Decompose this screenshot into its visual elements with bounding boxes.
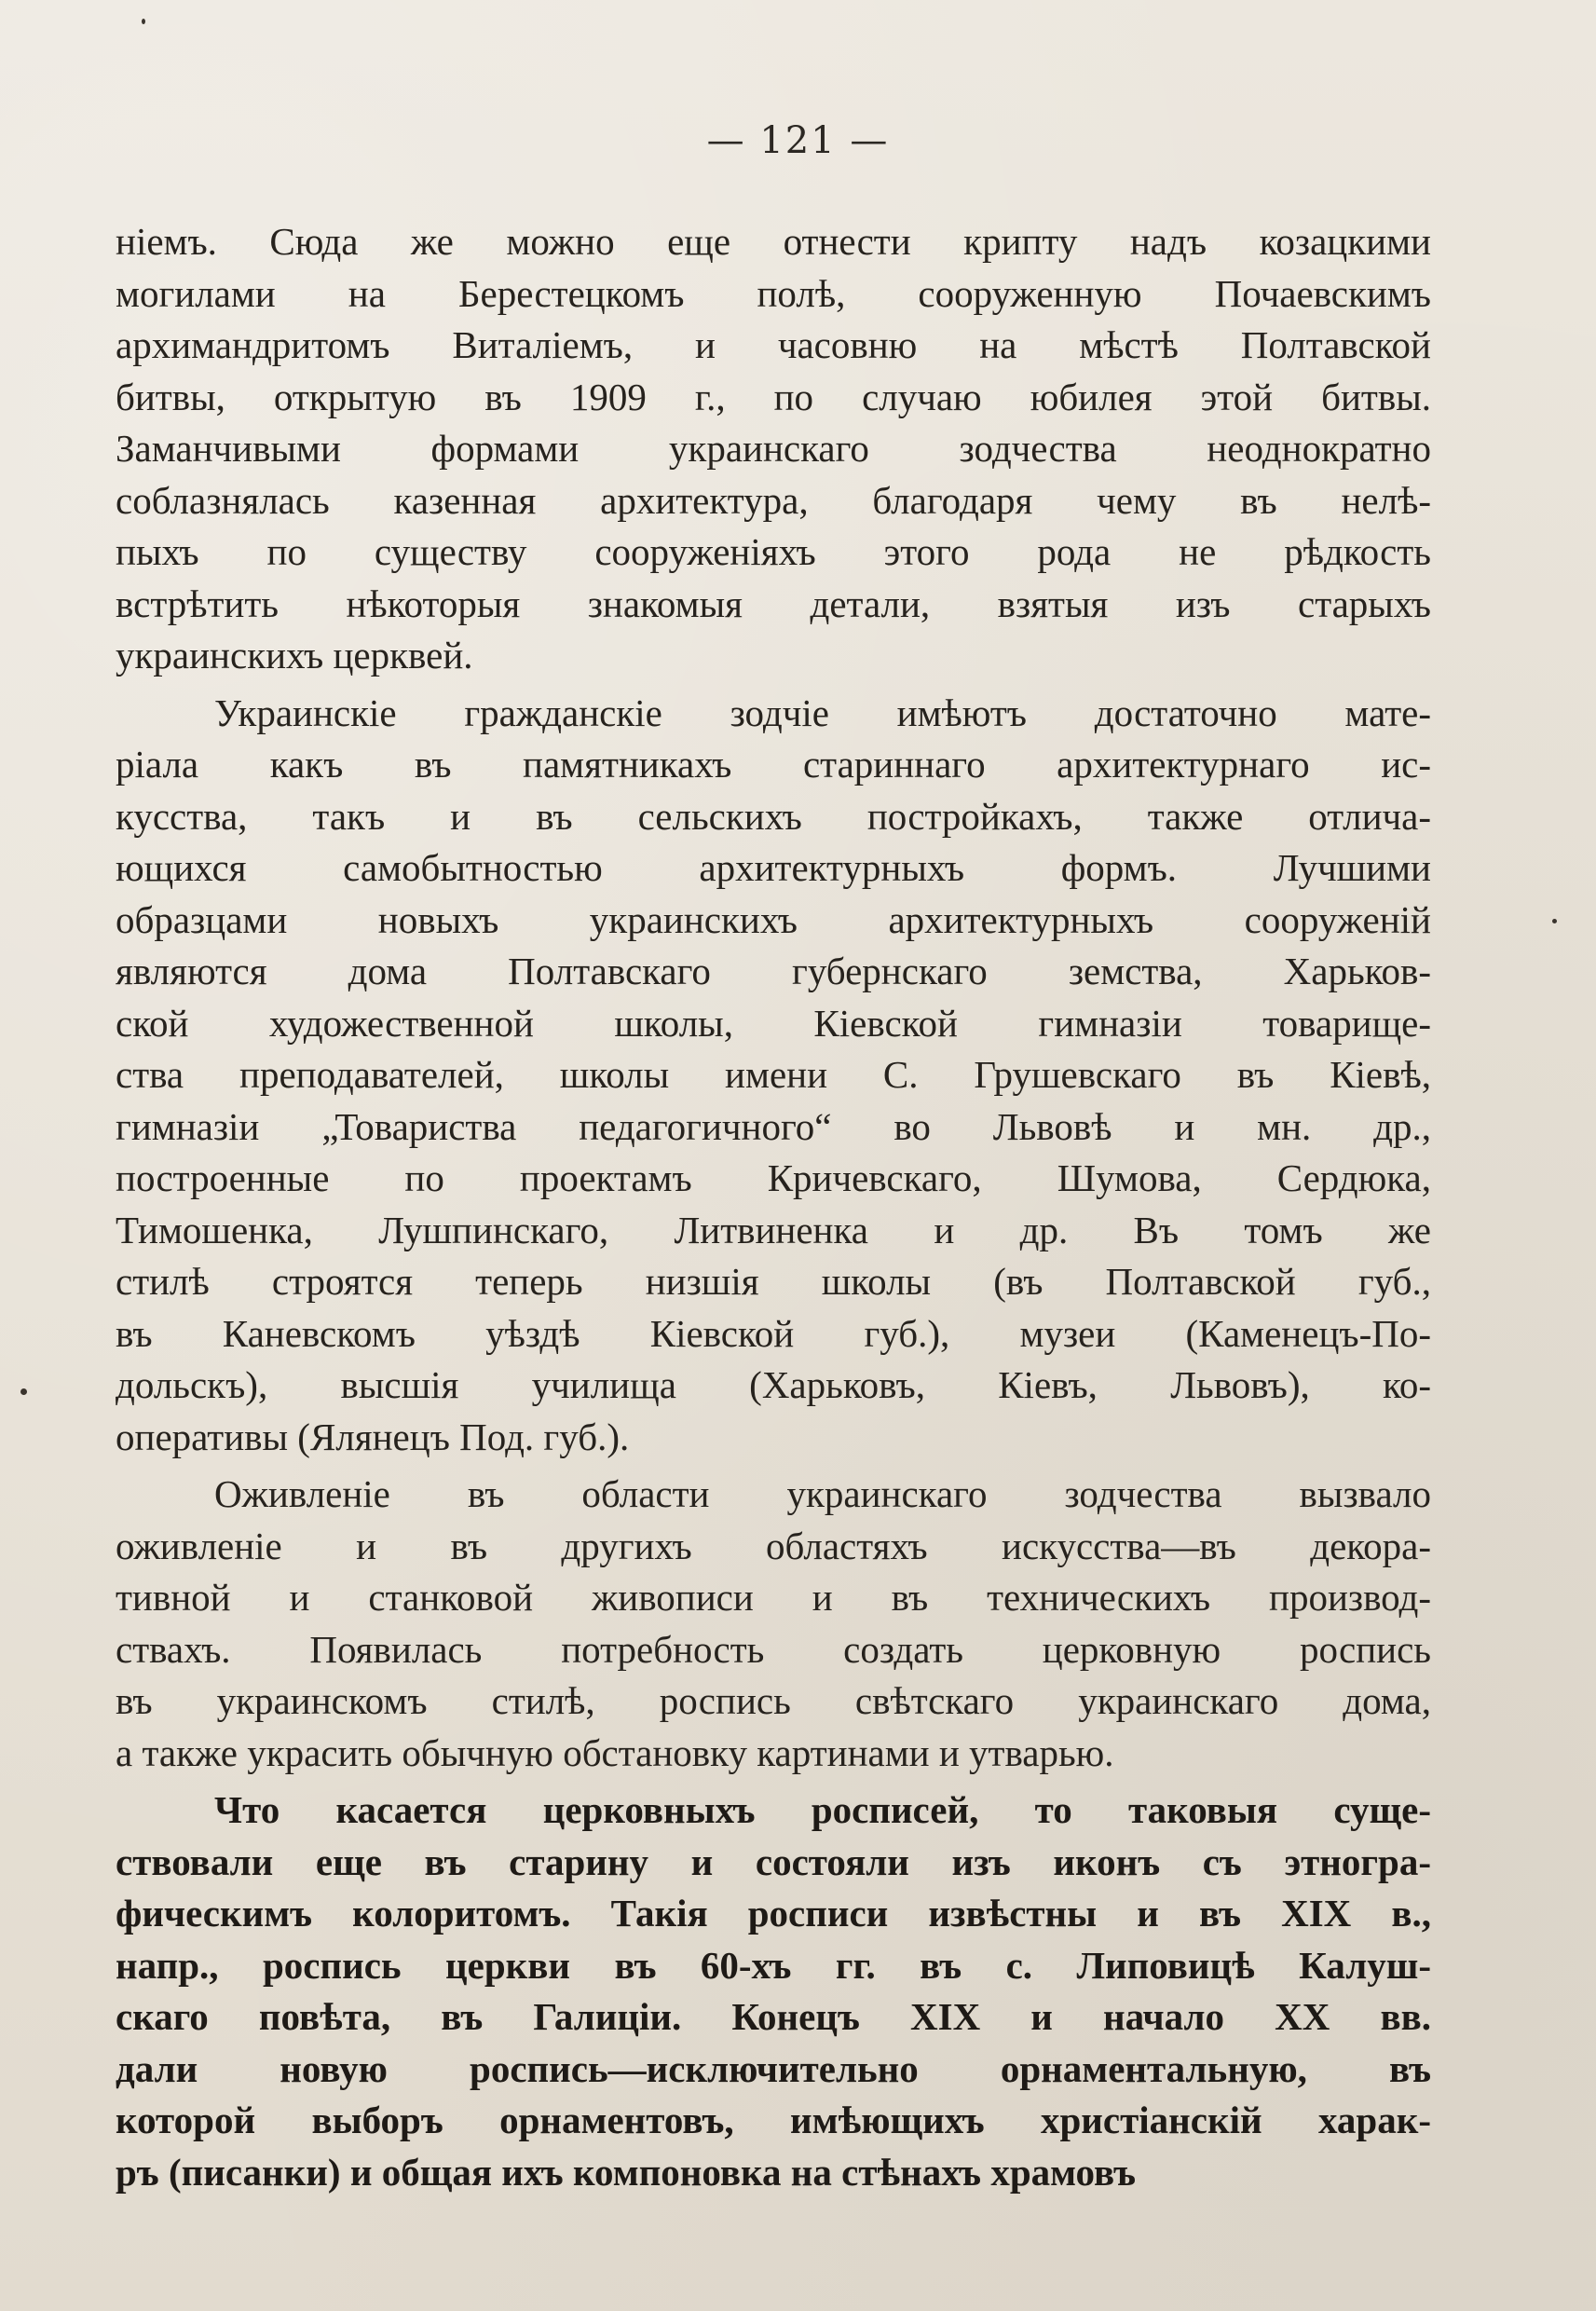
- text-line: Украинскіе гражданскіе зодчіе имѣютъ достаточно мате-: [214, 691, 1431, 734]
- text-line: встрѣтить нѣкоторыя знакомыя детали, взятыя изъ старыхъ: [116, 581, 1431, 625]
- text-line: ства преподавателей, школы имени С. Грушевскаго въ Кіевѣ,: [116, 1053, 1431, 1096]
- paragraph: [116, 1469, 1431, 1779]
- paragraph: [116, 216, 1431, 682]
- text-line: ріала какъ въ памятникахъ стариннаго архитектурнаго ис-: [116, 743, 1431, 786]
- text-line: въ Каневскомъ уѣздѣ Кіевской губ.), музеи (Каменецъ-По-: [116, 1311, 1431, 1355]
- text-line: скаго повѣта, въ Галиціи. Конецъ XIX и начало XX вв.: [116, 1995, 1431, 2038]
- text-line: гимназіи „Товариства педагогичного“ во Львовѣ и мн. др.,: [116, 1104, 1431, 1148]
- text-line: стилѣ строятся теперь низшія школы (въ Полтавской губ.,: [116, 1260, 1431, 1303]
- text-line: въ украинскомъ стилѣ, роспись свѣтскаго украинскаго дома,: [116, 1679, 1431, 1722]
- text-line: образцами новыхъ украинскихъ архитектурныхъ сооруженій: [116, 897, 1431, 941]
- text-line: ствахъ. Появилась потребность создать церковную роспись: [116, 1627, 1431, 1671]
- text-line: дали новую роспись—исключительно орнаментальную, въ: [116, 2046, 1431, 2090]
- body-text: [116, 216, 1431, 2198]
- text-line: дольскъ), высшія училища (Харьковъ, Кіевъ, Львовъ), ко-: [116, 1363, 1431, 1406]
- text-line: Оживленіе въ области украинскаго зодчества вызвало: [214, 1472, 1431, 1515]
- text-line: фическимъ колоритомъ. Такія росписи извѣстны и въ XIX в.,: [116, 1892, 1431, 1935]
- text-line: Тимошенка, Лушпинскаго, Литвиненка и др. Въ томъ же: [116, 1208, 1431, 1251]
- text-line: ющихся самобытностью архитектурныхъ формъ. Лучшими: [116, 846, 1431, 889]
- text-line: кусства, такъ и въ сельскихъ постройкахъ, также отлича-: [116, 794, 1431, 838]
- text-line: пыхъ по существу сооруженіяхъ этого рода не рѣдкость: [116, 530, 1431, 573]
- text-line: являются дома Полтавскаго губернскаго земства, Харьков-: [116, 950, 1431, 992]
- ink-speck: [1552, 919, 1557, 923]
- text-line: тивной и станковой живописи и въ техническихъ производ-: [116, 1576, 1431, 1619]
- text-line: ской художественной школы, Кіевской гимназіи товарище-: [116, 1001, 1431, 1045]
- ink-speck: [142, 19, 145, 24]
- paragraph: [116, 1785, 1431, 2198]
- text-line: могилами на Берестецкомъ полѣ, сооруженную Почаевскимъ: [116, 271, 1431, 315]
- text-line: Заманчивыми формами украинскаго зодчества неоднократно: [116, 427, 1431, 470]
- text-line: украинскихъ церквей.: [116, 634, 473, 677]
- paragraph: [116, 688, 1431, 1464]
- text-line: битвы, открытую въ 1909 г., по случаю юбилея этой битвы.: [116, 375, 1431, 418]
- ink-speck: [20, 1388, 27, 1395]
- text-line: соблазнялась казенная архитектура, благодаря чему въ нелѣ-: [116, 478, 1431, 522]
- text-line: а также украсить обычную обстановку картинами и утварью.: [116, 1730, 1114, 1774]
- text-line: ствовали еще въ старину и состояли изъ иконъ съ этногра-: [116, 1839, 1431, 1883]
- text-line: ръ (писанки) и общая ихъ компоновка на стѣнахъ храмовъ: [116, 2150, 1137, 2194]
- text-line: ніемъ. Сюда же можно еще отнести крипту надъ козацкими: [116, 220, 1431, 263]
- page-number: — 121 —: [706, 119, 890, 162]
- text-line: Что касается церковныхъ росписей, то таковыя суще-: [214, 1788, 1431, 1831]
- text-line: построенные по проектамъ Кричевскаго, Шумова, Сердюка,: [116, 1156, 1431, 1199]
- text-line: оживленіе и въ другихъ областяхъ искусства—въ декора-: [116, 1524, 1431, 1567]
- text-line: которой выборъ орнаментовъ, имѣющихъ христіанскій харак-: [116, 2099, 1431, 2141]
- text-line: оперативы (Ялянецъ Под. губ.).: [116, 1415, 630, 1458]
- text-line: напр., роспись церкви въ 60-хъ гг. въ с. Липовицѣ Калуш-: [116, 1943, 1431, 1987]
- text-line: архимандритомъ Виталіемъ, и часовню на мѣстѣ Полтавской: [116, 323, 1431, 366]
